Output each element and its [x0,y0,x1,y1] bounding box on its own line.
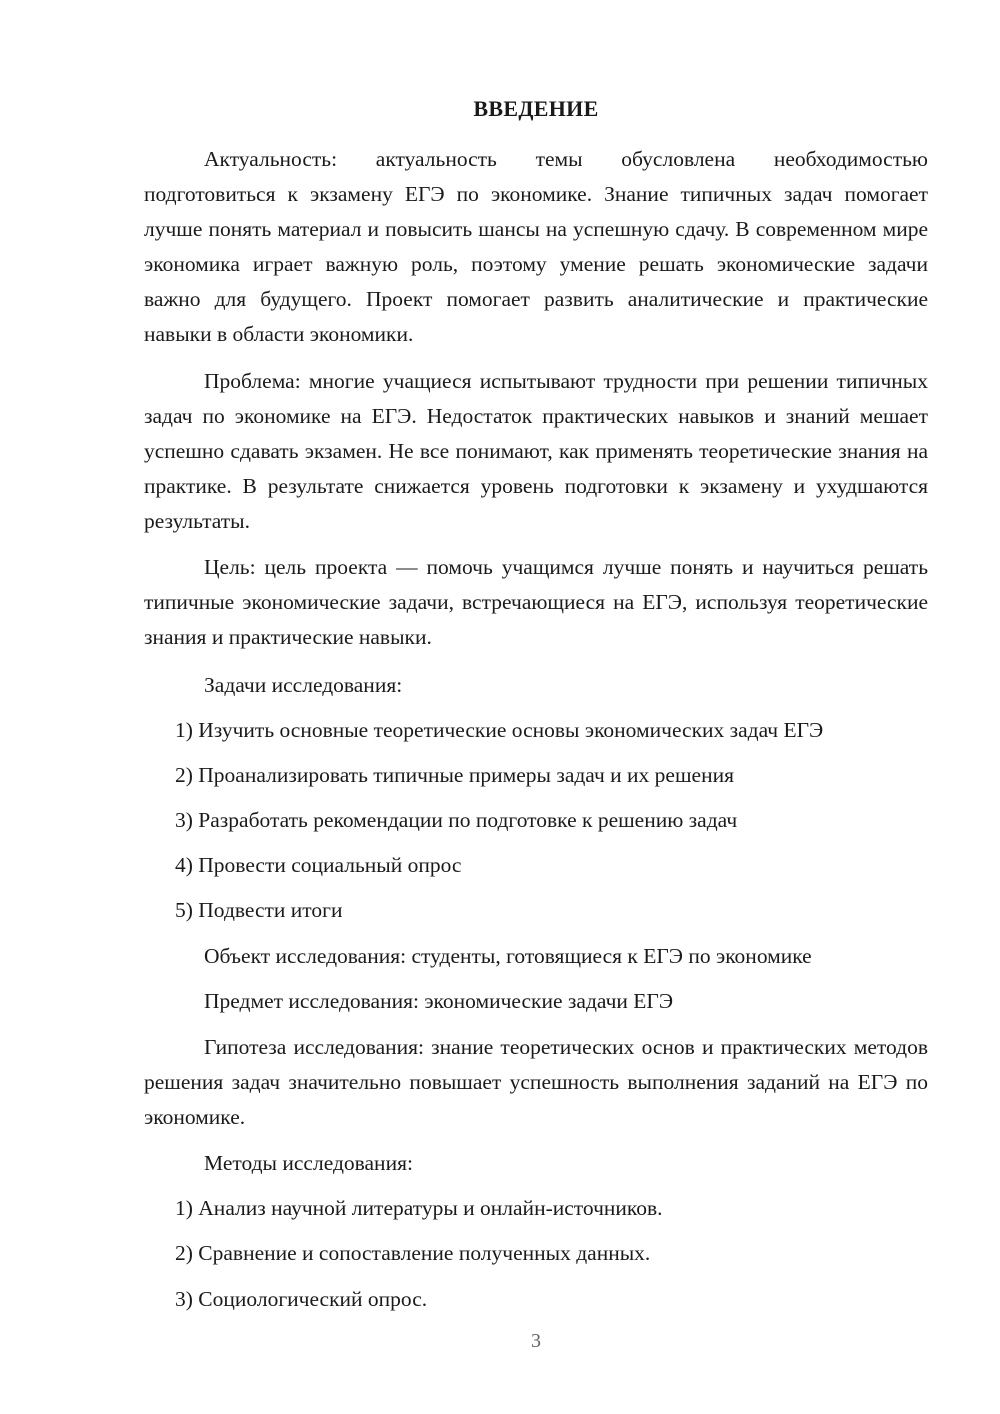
problem-paragraph: Проблема: многие учащиеся испытывают трудности при решении типичных задач по экономике на ЕГЭ. Недостаток практических навыков и знаний мешает успешно сдавать экзамен. Не все понимают, как применять теоретические знания на практике. В результате снижается уровень подготовки к экзамену и ухудшаются результаты. [144,369,928,533]
method-item: 2) Сравнение и сопоставление полученных данных. [175,1241,651,1265]
task-item: 4) Провести социальный опрос [175,853,462,877]
goal-paragraph: Цель: цель проекта — помочь учащимся лучше понять и научиться решать типичные экономические задачи, встречающиеся на ЕГЭ, используя теоретические знания и практические навыки. [144,555,928,649]
tasks-title: Задачи исследования: [204,673,403,697]
page-number: 3 [531,1330,541,1352]
section-heading: ВВЕДЕНИЕ [473,96,599,121]
task-item: 5) Подвести итоги [175,898,343,922]
task-item: 3) Разработать рекомендации по подготовке к решению задач [175,808,738,832]
relevance-paragraph: Актуальность: актуальность темы обусловлена необходимостью подготовиться к экзамену ЕГЭ по экономике. Знание типичных задач помогает лучше понять материал и повысить шансы на успешную сдачу. В современном мире экономика играет важную роль, поэтому умение решать экономические задачи важно для будущего. Проект помогает развить аналитические и практические навыки в области экономики. [144,147,928,346]
methods-title: Методы исследования: [204,1151,413,1175]
method-item: 1) Анализ научной литературы и онлайн-источников. [175,1196,663,1220]
research-subject: Предмет исследования: экономические задачи ЕГЭ [204,989,674,1013]
task-item: 2) Проанализировать типичные примеры задач и их решения [175,763,734,787]
method-item: 3) Социологический опрос. [175,1287,428,1311]
task-item: 1) Изучить основные теоретические основы экономических задач ЕГЭ [175,718,824,742]
research-object: Объект исследования: студенты, готовящиеся к ЕГЭ по экономике [204,944,812,968]
hypothesis-paragraph: Гипотеза исследования: знание теоретических основ и практических методов решения задач значительно повышает успешность выполнения заданий на ЕГЭ по экономике. [144,1035,928,1129]
